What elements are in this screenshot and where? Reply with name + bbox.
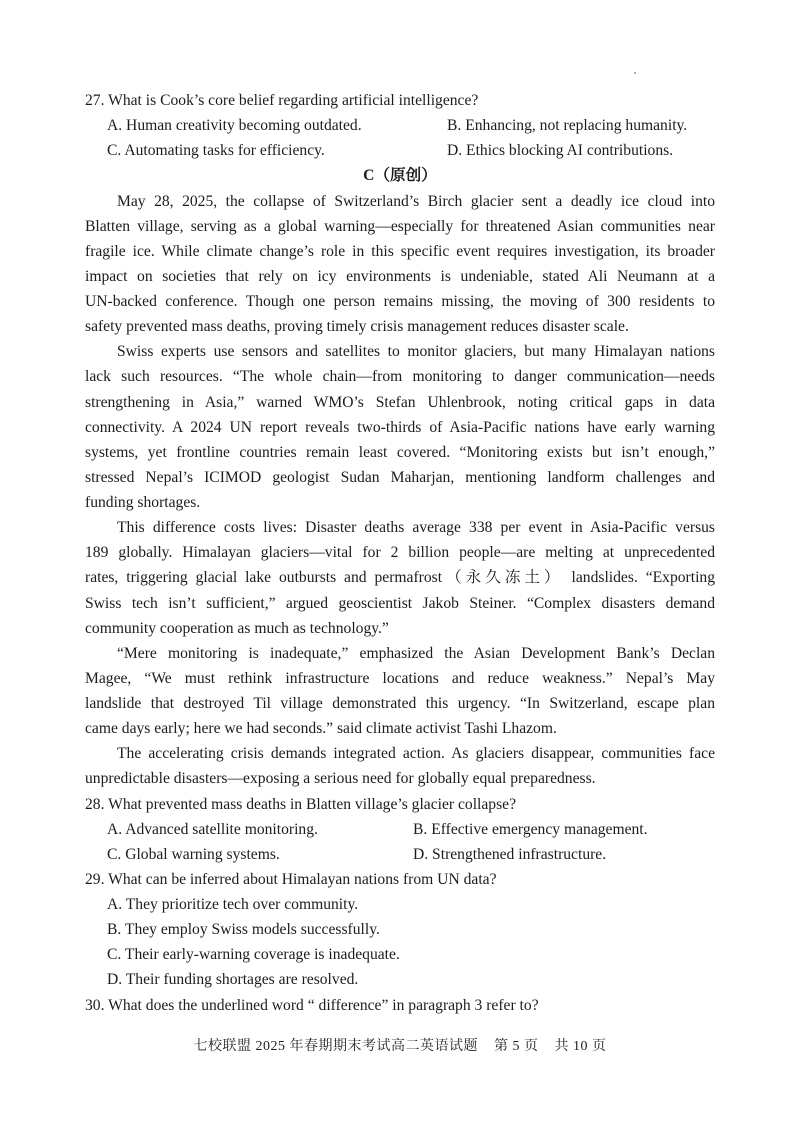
paragraph-line: strengthening in Asia,” warned WMO’s Stefan Uhlenbrook, noting critical gaps in data	[85, 393, 715, 411]
option-b: B. Effective emergency management.	[413, 820, 648, 838]
question-27-options-row-2	[85, 138, 715, 163]
paragraph-line: “Mere monitoring is inadequate,” emphasized the Asian Development Bank’s Declan	[117, 644, 715, 662]
paragraph-line: community cooperation as much as technology.”	[85, 619, 389, 637]
option-c: C. Global warning systems.	[107, 845, 280, 863]
paragraph-line: Swiss experts use sensors and satellites to monitor glaciers, but many Himalayan nations	[117, 343, 715, 361]
paragraph-line: lack such resources. “The whole chain—from monitoring to danger communication—needs	[85, 368, 715, 386]
paragraph-line: unpredictable disasters—exposing a serious need for globally equal preparedness.	[85, 770, 596, 788]
option-b: B. They employ Swiss models successfully.	[107, 921, 380, 939]
paragraph-line: fragile ice. While climate change’s role in this specific event requires investigation, its broader	[85, 242, 715, 260]
question-27-options-row-1	[85, 113, 715, 138]
option-b: B. Enhancing, not replacing humanity.	[447, 117, 688, 135]
page-footer	[0, 1035, 800, 1055]
question-28-options-row-2	[85, 842, 715, 867]
paragraph-3	[85, 515, 715, 641]
paragraph-line: This difference costs lives: Disaster deaths average 338 per event in Asia-Pacific versus	[117, 519, 715, 537]
paragraph-line: The accelerating crisis demands integrated action. As glaciers disappear, communities face	[117, 745, 715, 763]
paragraph-line: Magee, “We must rethink infrastructure locations and reduce weakness.” Nepal’s May	[85, 669, 715, 687]
paragraph-line: connectivity. A 2024 UN report reveals two-thirds of Asia-Pacific nations have early warning	[85, 418, 715, 436]
question-29-stem: 29. What can be inferred about Himalayan nations from UN data?	[85, 870, 497, 888]
reading-passage	[85, 189, 715, 792]
paragraph-1	[85, 189, 715, 340]
option-a: A. Human creativity becoming outdated.	[107, 117, 362, 135]
paragraph-line: systems, yet frontline countries remain least covered. “Monitoring exists but isn’t enough,”	[85, 443, 715, 461]
question-28-options-row-1	[85, 817, 715, 842]
paragraph-line: safety prevented mass deaths, proving timely crisis management reduces disaster scale.	[85, 318, 629, 336]
paragraph-line: Swiss tech isn’t sufficient,” argued geoscientist Jakob Steiner. “Complex disasters demand	[85, 594, 715, 612]
option-a: A. Advanced satellite monitoring.	[107, 820, 318, 838]
option-c: C. Their early-warning coverage is inadequate.	[107, 946, 400, 964]
question-27-stem: 27. What is Cook’s core belief regarding artificial intelligence?	[85, 92, 479, 109]
option-c: C. Automating tasks for efficiency.	[107, 142, 325, 160]
paragraph-line: came days early; here we had seconds.” said climate activist Tashi Lhazom.	[85, 720, 557, 738]
paragraph-5	[85, 741, 715, 791]
footer-exam-title: 七校联盟 2025 年春期期末考试高二英语试题	[193, 1039, 478, 1054]
footer-total-pages: 共 10 页	[554, 1039, 607, 1054]
paragraph-line: UN-backed conference. Though one person remains missing, the moving of 300 residents to	[85, 293, 715, 310]
paragraph-line: May 28, 2025, the collapse of Switzerland’s Birch glacier sent a deadly ice cloud into	[117, 192, 715, 210]
question-28-stem: 28. What prevented mass deaths in Blatten village’s glacier collapse?	[85, 795, 516, 813]
option-d: D. Ethics blocking AI contributions.	[447, 142, 674, 160]
option-a: A. They prioritize tech over community.	[107, 896, 359, 913]
section-heading: C（原创）	[363, 167, 437, 185]
paragraph-2	[85, 339, 715, 515]
question-30-stem: 30. What does the underlined word “ difference” in paragraph 3 refer to?	[85, 996, 539, 1014]
paragraph-line: impact on societies that rely on icy environments is undeniable, stated Ali Neumann at a	[85, 267, 715, 285]
exam-page	[85, 88, 715, 1018]
paragraph-line: landslide that destroyed Til village demonstrated this urgency. “In Switzerland, escape plan	[85, 695, 715, 712]
paragraph-line: rates, triggering glacial lake outbursts and permafrost（永久冻土） landslides. “Exporting	[85, 569, 715, 587]
option-d: D. Strengthened infrastructure.	[413, 845, 607, 863]
footer-page-number: 第 5 页	[494, 1039, 539, 1054]
paragraph-line: 189 globally. Himalayan glaciers—vital for 2 billion people—are melting at unprecedented	[85, 544, 715, 562]
paragraph-line: stressed Nepal’s ICIMOD geologist Sudan Maharjan, mentioning landform challenges and	[85, 468, 715, 486]
paragraph-line: funding shortages.	[85, 494, 201, 511]
paragraph-4	[85, 641, 715, 742]
paragraph-line: Blatten village, serving as a global warning—especially for threatened Asian communities near	[85, 217, 715, 235]
option-d: D. Their funding shortages are resolved.	[107, 971, 359, 989]
scan-speck	[634, 72, 636, 74]
